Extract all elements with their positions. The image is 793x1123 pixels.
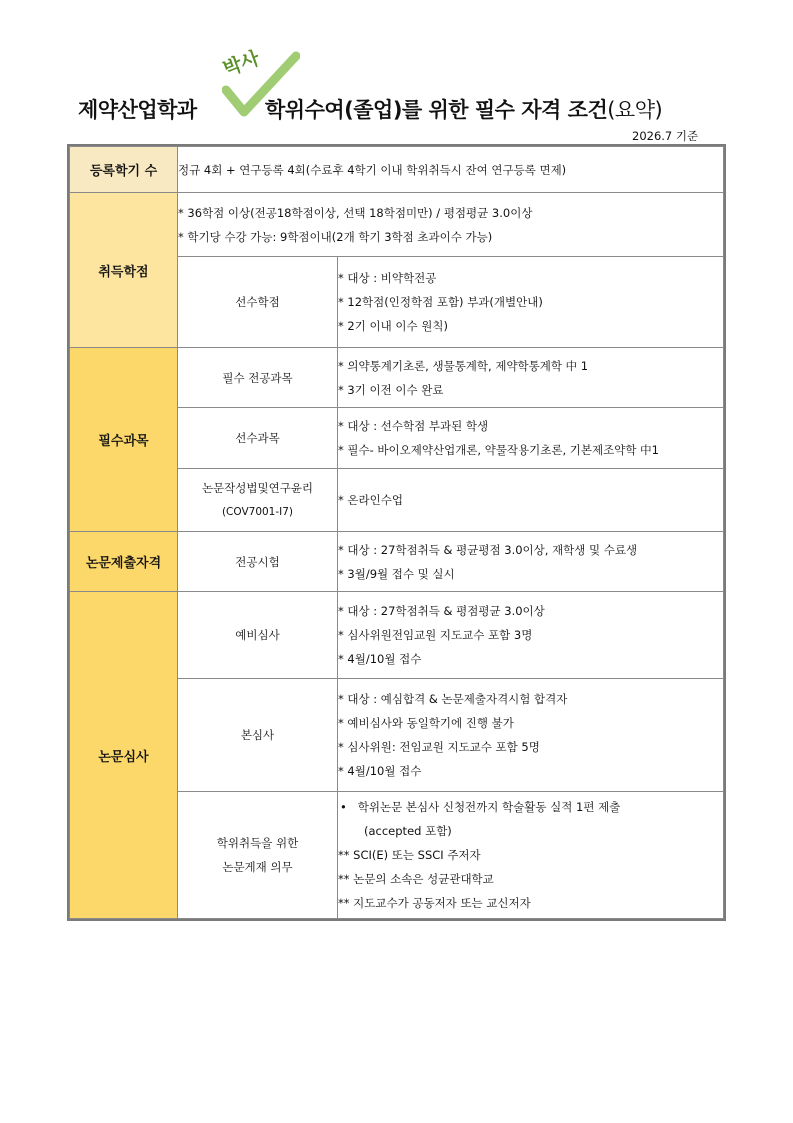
title-department: 제약산업학과	[78, 98, 197, 122]
thesis-pre	[338, 592, 724, 679]
credits-prereq	[338, 257, 724, 348]
label-prereq-courses: 선수과목	[178, 408, 338, 469]
list-item: * 12학점(인정학점 포함) 부과(개별안내)	[338, 295, 543, 309]
category-required: 필수과목	[70, 348, 178, 532]
label-publication-duty: 학위취득을 위한 논문게재 의무	[178, 792, 338, 919]
label-main-review: 본심사	[178, 679, 338, 792]
reference-date: 2026.7 기준	[632, 129, 699, 143]
list-item: * 의약통계기초론, 생물통계학, 제약학통계학 中 1	[338, 358, 589, 373]
list-item: • 학위논문 본심사 신청전까지 학술활동 실적 1편 제출	[340, 800, 621, 814]
list-item: * 대상 : 비약학전공	[338, 271, 437, 285]
label-prereq-credits: 선수학점	[178, 257, 338, 348]
list-item: * 온라인수업	[338, 493, 403, 507]
list-item: * 심사위원: 전임교원 지도교수 포함 5명	[338, 740, 540, 754]
list-item: * 대상 : 27학점취득 & 평점평균 3.0이상	[338, 604, 545, 618]
credits-general	[178, 193, 724, 257]
row-qualification	[70, 532, 724, 592]
doctorate-stamp: 박사	[220, 47, 263, 81]
page-title: 학위수여(졸업)를 위한 필수 자격 조건(요약)	[265, 98, 663, 122]
requirements-table	[69, 146, 724, 919]
list-item: * 3월/9월 접수 및 실시	[338, 566, 455, 581]
required-ethics	[338, 469, 724, 532]
category-credits: 취득학점	[70, 193, 178, 348]
list-item-continuation: (accepted 포함)	[364, 824, 452, 838]
label-ethics-course: 논문작성법및연구윤리 (COV7001-I7)	[178, 469, 338, 532]
list-item: ** 논문의 소속은 성균관대학교	[338, 872, 494, 886]
list-item: * 대상 : 선수학점 부과된 학생	[338, 419, 489, 433]
list-item: * 36학점 이상(전공18학점이상, 선택 18학점미만) / 평점평균 3.0이상	[178, 205, 533, 220]
list-item: * 대상 : 예심합격 & 논문제출자격시험 합격자	[338, 692, 568, 706]
list-item: * 4월/10월 접수	[338, 652, 422, 666]
list-item: * 학기당 수강 가능: 9학점이내(2개 학기 3학점 초과이수 가능)	[178, 229, 493, 244]
category-qualification: 논문제출자격	[70, 532, 178, 592]
list-item: * 4월/10월 접수	[338, 764, 422, 778]
list-item: ** SCI(E) 또는 SSCI 주저자	[338, 848, 481, 862]
row-credits-general	[70, 193, 724, 257]
row-registration	[70, 147, 724, 193]
category-registration: 등록학기 수	[70, 147, 178, 193]
document-header	[0, 0, 793, 143]
required-major	[338, 348, 724, 408]
list-item: * 심사위원전임교원 지도교수 포함 3명	[338, 628, 533, 642]
required-prereq	[338, 408, 724, 469]
label-major-exam: 전공시험	[178, 532, 338, 592]
list-item: * 필수- 바이오제약산업개론, 약물작용기초론, 기본제조약학 中1	[338, 443, 659, 457]
list-item: ** 지도교수가 공동저자 또는 교신저자	[338, 896, 531, 910]
bullet-icon: •	[340, 800, 347, 814]
row-thesis-pre	[70, 592, 724, 679]
list-item: * 대상 : 27학점취득 & 평균평점 3.0이상, 재학생 및 수료생	[338, 542, 638, 557]
qualification-exam	[338, 532, 724, 592]
label-preliminary-review: 예비심사	[178, 592, 338, 679]
category-thesis: 논문심사	[70, 592, 178, 919]
thesis-publication	[338, 792, 724, 919]
label-required-major: 필수 전공과목	[178, 348, 338, 408]
registration-text: 정규 4회 + 연구등록 4회(수료후 4학기 이내 학위취득시 잔여 연구등록 면제)	[178, 147, 724, 193]
row-required-major	[70, 348, 724, 408]
list-item: * 2기 이내 이수 원칙)	[338, 319, 448, 333]
list-item: * 3기 이전 이수 완료	[338, 382, 444, 397]
list-item: * 예비심사와 동일학기에 진행 불가	[338, 716, 514, 730]
thesis-main	[338, 679, 724, 792]
